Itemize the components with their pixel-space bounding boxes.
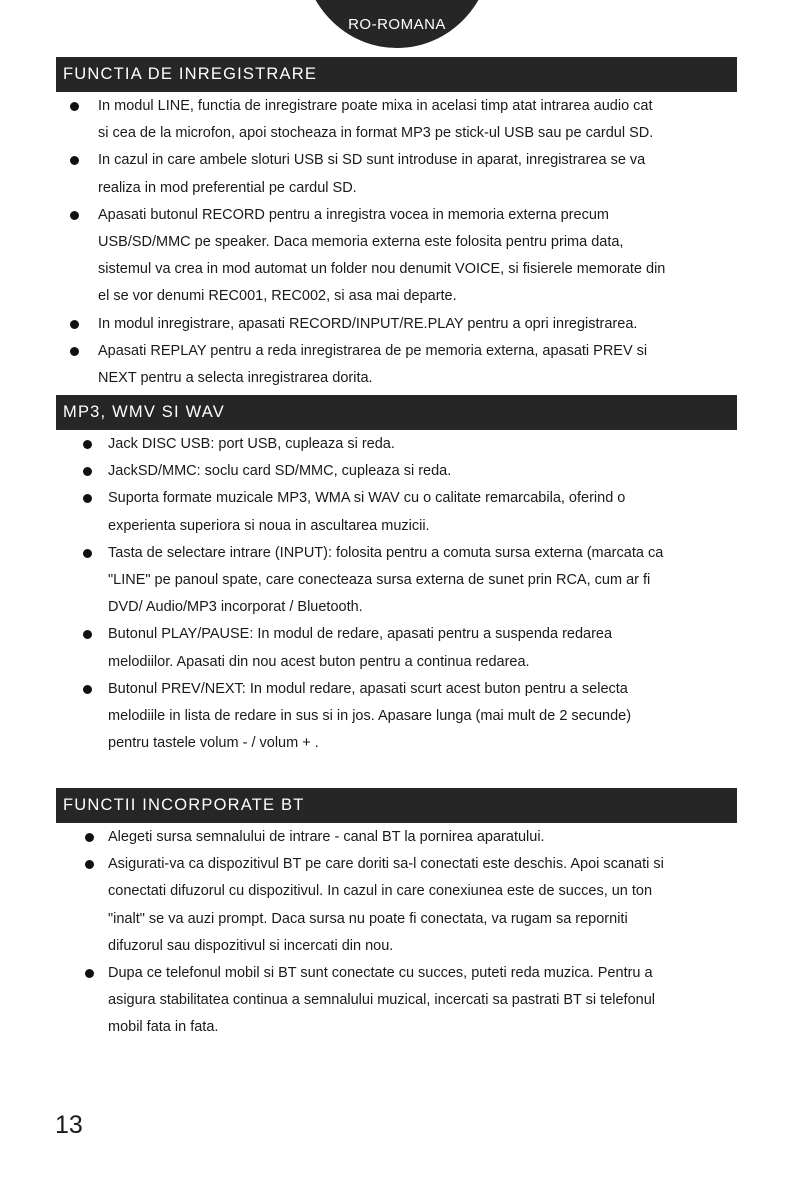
bullet-icon [70, 156, 79, 165]
bt-functions-list [108, 824, 738, 1042]
list-item [108, 540, 738, 622]
item-text-line: el se vor denumi REC001, REC002, si asa mai departe. [98, 288, 457, 305]
bullet-icon [83, 467, 92, 476]
item-text-line: "LINE" pe panoul spate, care conecteaza sursa externa de sunet prin RCA, cum ar fi [108, 572, 651, 589]
item-text-line: melodiilor. Apasati din nou acest buton pentru a continua redarea. [108, 653, 530, 670]
bullet-icon [83, 630, 92, 639]
item-text-line: Apasati REPLAY pentru a reda inregistrarea de pe memoria externa, apasati PREV si [98, 342, 648, 359]
item-text-line: "inalt" se va auzi prompt. Daca sursa nu poate fi conectata, va rugam sa reporniti [108, 910, 628, 927]
item-text-line: In cazul in care ambele sloturi USB si SD sunt introduse in aparat, inregistrarea se va [98, 152, 646, 169]
bullet-icon [70, 347, 79, 356]
item-text-line: Alegeti sursa semnalului de intrare - canal BT la pornirea aparatului. [108, 829, 545, 845]
item-text-line: In modul LINE, functia de inregistrare poate mixa in acelasi timp atat intrarea audio cat [98, 98, 653, 114]
item-text-line: realiza in mod preferential pe cardul SD. [98, 179, 357, 196]
item-text-line: Suporta formate muzicale MP3, WMA si WAV cu o calitate remarcabila, oferind o [108, 490, 626, 507]
bullet-icon [85, 969, 94, 978]
item-text-line: experienta superiora si noua in ascultarea muzicii. [108, 517, 430, 534]
list-item [98, 147, 738, 201]
list-item [98, 202, 738, 311]
formats-list [108, 431, 738, 757]
bullet-icon [70, 320, 79, 329]
item-text-line: si cea de la microfon, apoi stocheaza in format MP3 pe stick-ul USB sau pe cardul SD. [98, 125, 654, 142]
item-text-line: In modul inregistrare, apasati RECORD/INPUT/RE.PLAY pentru a opri inregistrarea. [98, 315, 638, 332]
list-item [108, 824, 738, 851]
item-text-line: NEXT pentru a selecta inregistrarea dorita. [98, 370, 373, 387]
list-item [108, 458, 738, 485]
language-label: RO-ROMANA [348, 16, 446, 33]
list-item [108, 431, 738, 458]
item-text-line: Tasta de selectare intrare (INPUT): folosita pentru a comuta sursa externa (marcata ca [108, 544, 664, 561]
item-text-line: Apasati butonul RECORD pentru a inregistra vocea in memoria externa precum [98, 206, 609, 223]
item-text-line: Jack DISC USB: port USB, cupleaza si reda. [108, 436, 395, 452]
item-text-line: mobil fata in fata. [108, 1019, 219, 1036]
item-text-line: DVD/ Audio/MP3 incorporat / Bluetooth. [108, 599, 363, 616]
bullet-icon [83, 440, 92, 449]
list-item [108, 676, 738, 758]
section-header-formats: MP3, WMV SI WAV [56, 395, 737, 430]
bullet-icon [83, 549, 92, 558]
bullet-icon [70, 211, 79, 220]
item-text-line: Asigurati-va ca dispozitivul BT pe care doriti sa-l conectati este deschis. Apoi scanati si [108, 856, 664, 873]
section-header-recording: FUNCTIA DE INREGISTRARE [56, 57, 737, 92]
item-text-line: pentru tastele volum - / volum + . [108, 735, 319, 752]
list-item [98, 93, 738, 147]
bullet-icon [70, 102, 79, 111]
list-item [108, 851, 738, 960]
list-item [108, 485, 738, 539]
item-text-line: conectati difuzorul cu dispozitivul. In cazul in care conexiunea este de succes, un ton [108, 883, 653, 900]
list-item [108, 960, 738, 1042]
bullet-icon [85, 833, 94, 842]
bullet-icon [85, 860, 94, 869]
list-item [98, 338, 738, 392]
item-text-line: difuzorul sau dispozitivul si incercati din nou. [108, 937, 394, 954]
list-item [98, 311, 738, 338]
item-text-line: Butonul PLAY/PAUSE: In modul de redare, apasati pentru a suspenda redarea [108, 626, 613, 643]
item-text-line: Dupa ce telefonul mobil si BT sunt conectate cu succes, puteti reda muzica. Pentru a [108, 965, 653, 982]
item-text-line: sistemul va crea in mod automat un folder nou denumit VOICE, si fisierele memorate din [98, 261, 666, 278]
item-text-line: melodiile in lista de redare in sus si in jos. Apasare lunga (mai mult de 2 secunde) [108, 708, 632, 725]
list-item [108, 621, 738, 675]
page-number: 13 [55, 1111, 83, 1139]
item-text-line: asigura stabilitatea continua a semnalului muzical, incercati sa pastrati BT si telefonul [108, 992, 655, 1009]
bullet-icon [83, 494, 92, 503]
item-text-line: Butonul PREV/NEXT: In modul redare, apasati scurt acest buton pentru a selecta [108, 680, 628, 697]
recording-list [98, 93, 738, 392]
section-header-bt: FUNCTII INCORPORATE BT [56, 788, 737, 823]
item-text-line: USB/SD/MMC pe speaker. Daca memoria externa este folosita pentru prima data, [98, 234, 624, 251]
item-text-line: JackSD/MMC: soclu card SD/MMC, cupleaza si reda. [108, 463, 452, 480]
bullet-icon [83, 685, 92, 694]
